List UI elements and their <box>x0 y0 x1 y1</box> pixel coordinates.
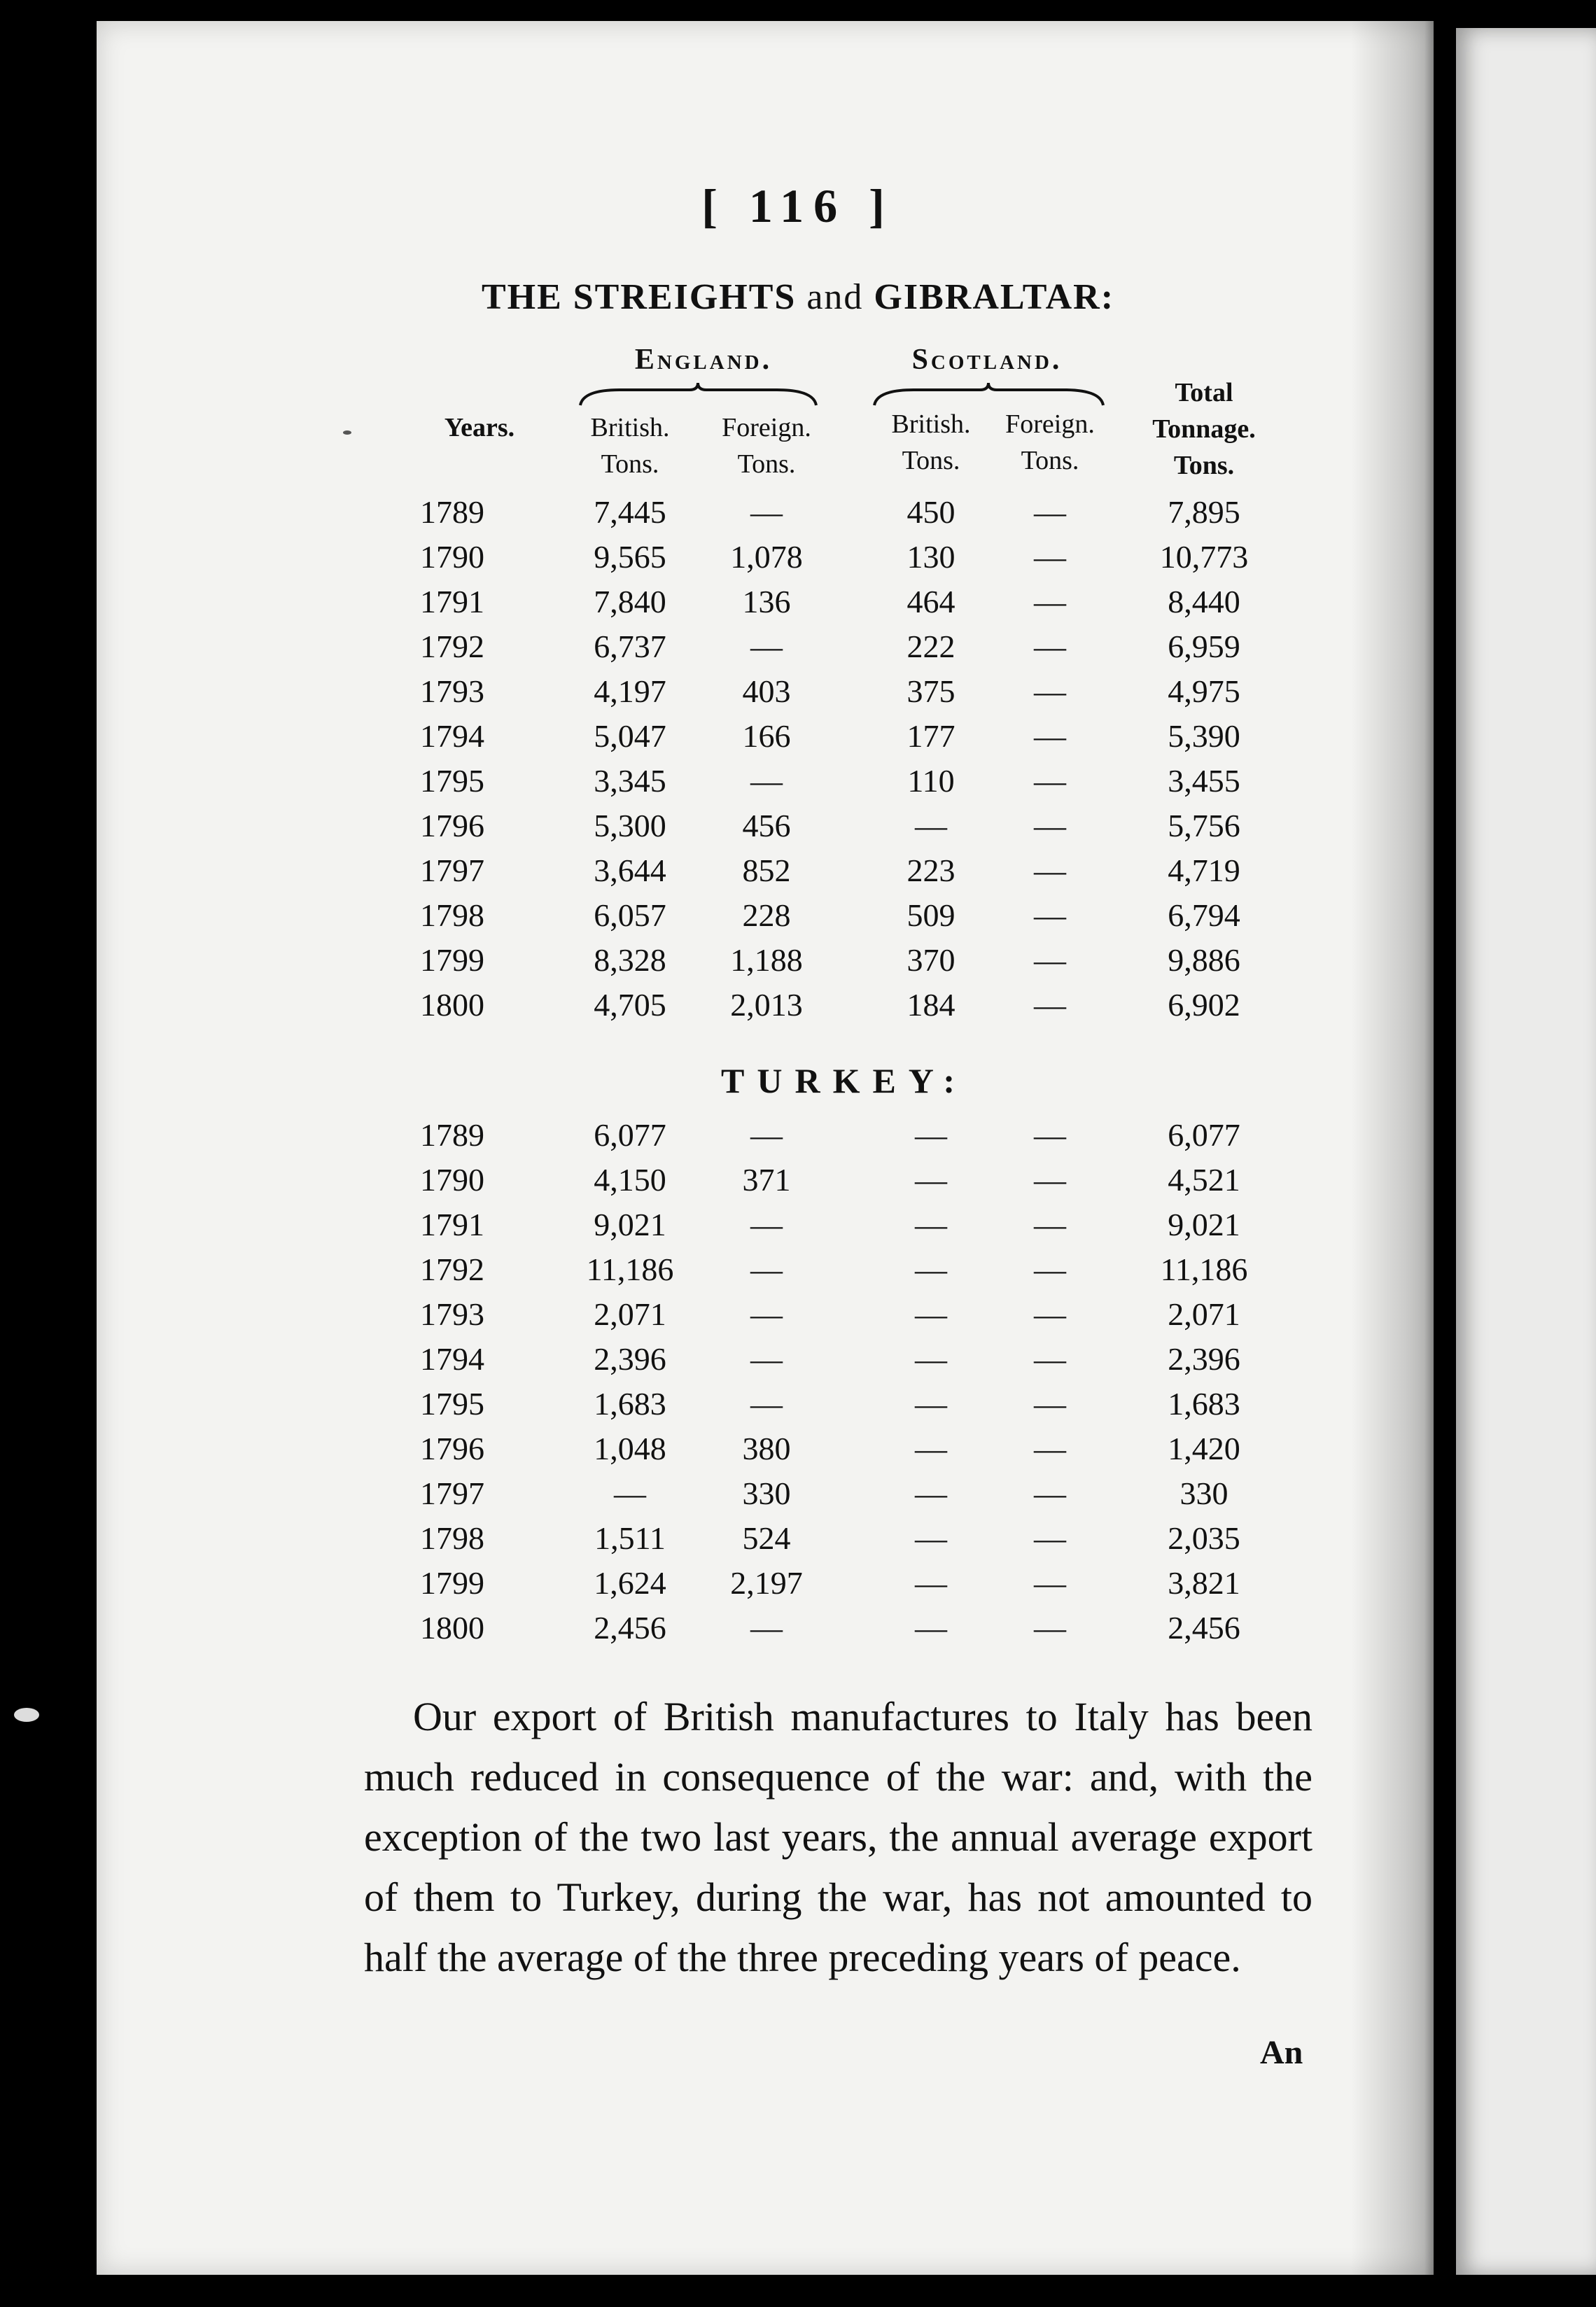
eng-foreign-cell: — <box>750 1341 783 1377</box>
sco-british-cell: — <box>915 1117 947 1153</box>
sco-foreign-cell: — <box>1034 763 1066 799</box>
year-cell: 1797 <box>420 1475 484 1511</box>
year-cell: 1790 <box>420 539 484 575</box>
eng-british-cell: 1,511 <box>594 1520 666 1556</box>
table-title <box>0 276 1596 318</box>
total-cell: 5,390 <box>1168 718 1240 754</box>
eng-british-cell: 7,840 <box>594 584 666 619</box>
body-paragraph <box>364 1687 1312 1988</box>
eng-british-cell: 3,345 <box>594 763 666 799</box>
year-cell: 1795 <box>420 763 484 799</box>
eng-foreign-cell: 136 <box>742 584 791 619</box>
table-row <box>0 1116 1596 1161</box>
eng-british-cell: 8,328 <box>594 942 666 978</box>
eng-foreign-cell: — <box>750 1251 783 1287</box>
year-cell: 1790 <box>420 1162 484 1198</box>
table-row <box>0 538 1596 583</box>
eng-british-unit: Tons. <box>601 449 659 479</box>
sco-british-cell: 464 <box>906 584 955 619</box>
sco-foreign-cell: — <box>1034 987 1066 1023</box>
eng-foreign-cell: 380 <box>742 1431 791 1466</box>
year-cell: 1796 <box>420 808 484 843</box>
eng-british-cell: 2,396 <box>594 1341 666 1377</box>
eng-british-cell: 9,565 <box>594 539 666 575</box>
year-cell: 1796 <box>420 1431 484 1466</box>
eng-foreign-cell: 403 <box>742 673 791 709</box>
sco-foreign-cell: — <box>1034 718 1066 754</box>
sco-foreign-cell: — <box>1034 853 1066 888</box>
eng-british-cell: 4,197 <box>594 673 666 709</box>
table-row <box>0 762 1596 807</box>
eng-british-cell: 5,047 <box>594 718 666 754</box>
sco-british-cell: — <box>915 1207 947 1242</box>
table-row <box>0 583 1596 628</box>
year-cell: 1795 <box>420 1386 484 1422</box>
sco-foreign-cell: — <box>1034 897 1066 933</box>
total-cell: 1,420 <box>1168 1431 1240 1466</box>
year-cell: 1798 <box>420 897 484 933</box>
year-cell: 1797 <box>420 853 484 888</box>
sco-foreign-cell: — <box>1034 1610 1066 1646</box>
year-cell: 1794 <box>420 718 484 754</box>
total-cell: 3,455 <box>1168 763 1240 799</box>
sco-british-cell: — <box>915 1251 947 1287</box>
sco-foreign-cell: — <box>1034 1162 1066 1198</box>
table-row <box>0 807 1596 852</box>
sco-british-cell: 223 <box>906 853 955 888</box>
table-row <box>0 1296 1596 1340</box>
eng-british-cell: 7,445 <box>594 494 666 530</box>
sco-foreign-cell: — <box>1034 584 1066 619</box>
eng-foreign-cell: 1,078 <box>730 539 803 575</box>
year-cell: 1800 <box>420 987 484 1023</box>
eng-foreign-cell: 371 <box>742 1162 791 1198</box>
sco-foreign-cell: — <box>1034 942 1066 978</box>
year-cell: 1791 <box>420 1207 484 1242</box>
sco-british-cell: 509 <box>906 897 955 933</box>
total-cell: 2,071 <box>1168 1296 1240 1332</box>
sco-british-cell: — <box>915 1162 947 1198</box>
title-part-3: GIBRALTAR: <box>874 277 1115 317</box>
sco-foreign-cell: — <box>1034 1386 1066 1422</box>
total-cell: 330 <box>1180 1475 1228 1511</box>
sco-foreign-unit: Tons. <box>1021 446 1079 475</box>
sco-foreign-cell: — <box>1034 1475 1066 1511</box>
sco-foreign-cell: — <box>1034 1520 1066 1556</box>
total-cell: 1,683 <box>1168 1386 1240 1422</box>
sco-british-cell: — <box>915 1565 947 1601</box>
catchword: An <box>1260 2034 1303 2071</box>
total-cell: 4,521 <box>1168 1162 1240 1198</box>
year-cell: 1789 <box>420 1117 484 1153</box>
sco-british-cell: — <box>915 1610 947 1646</box>
sco-british-unit: Tons. <box>902 446 960 475</box>
table-row <box>0 628 1596 673</box>
eng-foreign-cell: 456 <box>742 808 791 843</box>
sco-foreign-cell: — <box>1034 1207 1066 1242</box>
sco-foreign-cell: — <box>1034 1296 1066 1332</box>
sco-british-label: British. <box>891 409 971 439</box>
total-unit: Tons. <box>1173 451 1235 480</box>
eng-british-cell: 1,624 <box>594 1565 666 1601</box>
eng-foreign-cell: 1,188 <box>730 942 803 978</box>
title-part-2: and <box>806 277 864 317</box>
total-cell: 5,756 <box>1168 808 1240 843</box>
year-cell: 1791 <box>420 584 484 619</box>
total-cell: 6,959 <box>1168 629 1240 664</box>
sco-british-cell: — <box>915 1475 947 1511</box>
eng-foreign-cell: 852 <box>742 853 791 888</box>
margin-speck <box>343 430 351 435</box>
england-header: England. <box>634 344 773 376</box>
sco-british-cell: 130 <box>906 539 955 575</box>
table-row <box>0 1609 1596 1654</box>
total-label-1: Total <box>1175 378 1233 407</box>
eng-british-cell: 6,057 <box>594 897 666 933</box>
total-cell: 6,077 <box>1168 1117 1240 1153</box>
sco-british-cell: 450 <box>906 494 955 530</box>
table-row <box>0 1385 1596 1430</box>
eng-foreign-header <box>700 409 833 482</box>
sco-foreign-cell: — <box>1034 539 1066 575</box>
year-cell: 1793 <box>420 673 484 709</box>
eng-foreign-cell: — <box>750 1610 783 1646</box>
sco-british-header <box>861 406 1001 479</box>
sco-british-cell: — <box>915 1341 947 1377</box>
total-cell: 4,719 <box>1168 853 1240 888</box>
eng-british-cell: 2,071 <box>594 1296 666 1332</box>
eng-foreign-cell: 228 <box>742 897 791 933</box>
sco-foreign-cell: — <box>1034 1117 1066 1153</box>
eng-foreign-cell: — <box>750 1117 783 1153</box>
eng-foreign-cell: — <box>750 763 783 799</box>
sco-british-cell: 184 <box>906 987 955 1023</box>
sco-british-cell: — <box>915 1386 947 1422</box>
sco-foreign-cell: — <box>1034 1565 1066 1601</box>
table-row <box>0 1520 1596 1564</box>
eng-british-header <box>560 409 700 482</box>
eng-british-cell: — <box>614 1475 646 1511</box>
sco-british-cell: — <box>915 1296 947 1332</box>
england-brace <box>578 381 819 409</box>
year-cell: 1799 <box>420 942 484 978</box>
eng-british-cell: 6,077 <box>594 1117 666 1153</box>
year-cell: 1798 <box>420 1520 484 1556</box>
total-cell: 2,456 <box>1168 1610 1240 1646</box>
total-cell: 7,895 <box>1168 494 1240 530</box>
sco-foreign-cell: — <box>1034 494 1066 530</box>
eng-british-label: British. <box>590 413 670 442</box>
total-cell: 11,186 <box>1160 1251 1248 1287</box>
table-row <box>0 986 1596 1031</box>
total-cell: 4,975 <box>1168 673 1240 709</box>
sco-british-cell: 370 <box>906 942 955 978</box>
total-cell: 9,021 <box>1168 1207 1240 1242</box>
year-cell: 1800 <box>420 1610 484 1646</box>
eng-foreign-cell: 330 <box>742 1475 791 1511</box>
sco-foreign-cell: — <box>1034 1341 1066 1377</box>
total-cell: 10,773 <box>1159 539 1249 575</box>
sco-foreign-cell: — <box>1034 1431 1066 1466</box>
eng-foreign-cell: 2,197 <box>730 1565 803 1601</box>
eng-british-cell: 4,150 <box>594 1162 666 1198</box>
sco-british-cell: — <box>915 1520 947 1556</box>
margin-speck <box>14 1708 39 1722</box>
eng-foreign-cell: — <box>750 629 783 664</box>
eng-foreign-cell: 2,013 <box>730 987 803 1023</box>
sco-british-cell: 177 <box>906 718 955 754</box>
eng-british-cell: 1,048 <box>594 1431 666 1466</box>
table-row <box>0 897 1596 941</box>
year-cell: 1799 <box>420 1565 484 1601</box>
sco-foreign-cell: — <box>1034 1251 1066 1287</box>
years-header: Years. <box>444 413 515 442</box>
title-part-1: THE STREIGHTS <box>481 277 797 317</box>
sco-british-cell: — <box>915 1431 947 1466</box>
table-row <box>0 1340 1596 1385</box>
table-row <box>0 673 1596 717</box>
eng-british-cell: 9,021 <box>594 1207 666 1242</box>
year-cell: 1792 <box>420 629 484 664</box>
sco-foreign-cell: — <box>1034 629 1066 664</box>
year-cell: 1794 <box>420 1341 484 1377</box>
eng-british-cell: 2,456 <box>594 1610 666 1646</box>
eng-british-cell: 3,644 <box>594 853 666 888</box>
sco-foreign-cell: — <box>1034 808 1066 843</box>
sco-foreign-header <box>994 406 1106 479</box>
total-cell: 6,902 <box>1168 987 1240 1023</box>
table-row <box>0 1206 1596 1251</box>
paragraph-text: Our export of British manufactures to Italy has been much reduced in consequence of the war: and, with the exception of the two last years, the annual average export of them to Turkey, during the war, has not amounted to half the average of the three preceding years of peace. <box>364 1694 1312 1980</box>
year-cell: 1789 <box>420 494 484 530</box>
table-row <box>0 1475 1596 1520</box>
total-label-2: Tonnage. <box>1152 414 1256 444</box>
table-row <box>0 1161 1596 1206</box>
eng-british-cell: 5,300 <box>594 808 666 843</box>
table-row <box>0 852 1596 897</box>
sco-british-cell: 222 <box>906 629 955 664</box>
sco-foreign-label: Foreign. <box>1005 409 1095 439</box>
scotland-brace <box>872 381 1106 409</box>
table-row <box>0 1564 1596 1609</box>
table-row <box>0 717 1596 762</box>
table-row <box>0 493 1596 538</box>
sco-foreign-cell: — <box>1034 673 1066 709</box>
eng-british-cell: 1,683 <box>594 1386 666 1422</box>
table-row <box>0 1251 1596 1296</box>
scotland-header: Scotland. <box>911 344 1063 376</box>
eng-foreign-cell: — <box>750 1207 783 1242</box>
eng-foreign-cell: 524 <box>742 1520 791 1556</box>
year-cell: 1792 <box>420 1251 484 1287</box>
table-row <box>0 1430 1596 1475</box>
sco-british-cell: 110 <box>907 763 955 799</box>
year-cell: 1793 <box>420 1296 484 1332</box>
total-cell: 2,396 <box>1168 1341 1240 1377</box>
eng-foreign-unit: Tons. <box>737 449 796 479</box>
eng-foreign-cell: — <box>750 494 783 530</box>
total-cell: 6,794 <box>1168 897 1240 933</box>
eng-foreign-cell: 166 <box>742 718 791 754</box>
sco-british-cell: 375 <box>906 673 955 709</box>
turkey-heading: TURKEY: <box>721 1061 967 1100</box>
eng-british-cell: 6,737 <box>594 629 666 664</box>
eng-foreign-label: Foreign. <box>722 413 811 442</box>
page-number: [ 116 ] <box>701 179 895 232</box>
total-cell: 8,440 <box>1168 584 1240 619</box>
eng-british-cell: 4,705 <box>594 987 666 1023</box>
total-cell: 2,035 <box>1168 1520 1240 1556</box>
eng-foreign-cell: — <box>750 1296 783 1332</box>
total-cell: 3,821 <box>1168 1565 1240 1601</box>
total-header <box>1120 374 1288 484</box>
eng-foreign-cell: — <box>750 1386 783 1422</box>
eng-british-cell: 11,186 <box>586 1251 674 1287</box>
total-cell: 9,886 <box>1168 942 1240 978</box>
table-row <box>0 941 1596 986</box>
sco-british-cell: — <box>915 808 947 843</box>
